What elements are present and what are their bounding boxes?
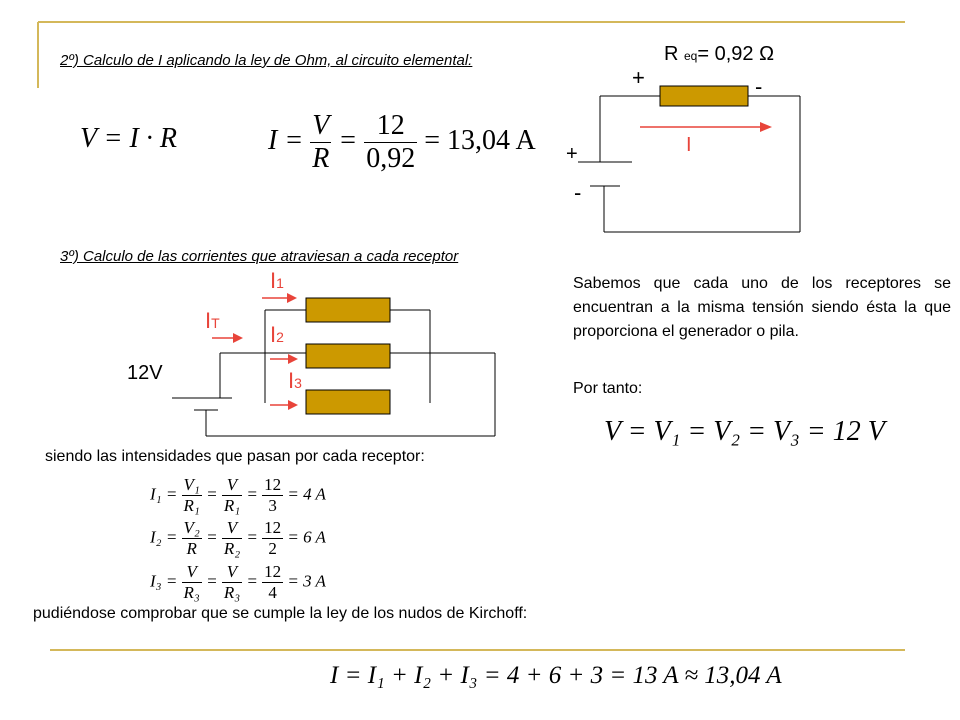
frac-num: 12 [264,475,282,494]
frac-den: 3 [268,496,277,515]
req-label-value: = 0,92 Ω [697,43,775,65]
resistor-2 [306,344,390,368]
eq-part: = 3 A [287,571,326,591]
label-main: I [205,308,212,333]
eq-part: I₁ = [150,484,178,504]
label-sub: T [211,315,220,331]
battery-plus-sign: + [566,143,578,165]
current-calculation [268,110,536,175]
equivalent-resistor [660,86,748,106]
eq-fraction [222,562,242,603]
req-label-sub: eq [684,49,698,63]
eq-fraction [182,562,202,603]
frac-num: V [312,110,330,141]
current-arrow-I2 [270,354,298,364]
parallel-circuit [172,310,495,436]
frac-num: V₂ [183,518,200,537]
section2-heading: 2º) Calculo de I aplicando la ley de Ohm, al circuito elemental: [60,52,473,69]
siendo-text: siendo las intensidades que pasan por cada receptor: [45,448,425,465]
req-label [664,43,774,66]
eq-part: I₂ = [150,527,178,547]
ohm-law-equation: V = I · R [80,123,177,154]
frac-num: V₁ [183,475,200,494]
frac-den: 4 [268,583,277,602]
eq-fraction [262,475,283,516]
frac-num: V [222,562,242,583]
eq-sign: = [338,124,358,156]
current-arrow-I3 [270,400,298,410]
eq-part: = [246,484,258,504]
frac-den: R₁ [223,496,241,515]
label-I2 [270,322,284,348]
frac-den: R₃ [223,583,241,602]
frac-den: R [312,143,330,174]
label-sub: 1 [276,275,284,291]
frac-num: 12 [264,562,282,581]
eq-part: = [206,571,218,591]
fraction-12-over-092 [364,110,417,175]
frac-den: R₁ [183,496,200,515]
frac-den: R [186,539,197,558]
label-I1 [270,268,284,294]
resistor-1 [306,298,390,322]
eq-part: I₃ = [150,571,178,591]
por-tanto-text: Por tanto: [573,380,643,397]
current-arrow-I1 [262,293,297,303]
eq-i-result: = 13,04 A [424,124,536,156]
kirchoff-text: pudiéndose comprobar que se cumple la ley de los nudos de Kirchoff: [33,605,528,622]
simple-circuit [578,96,800,232]
battery-minus-sign: - [574,180,582,205]
section3-heading: 3º) Calculo de las corrientes que atraviesan a cada receptor [60,248,459,265]
label-main: I [270,322,277,347]
eq-part: = 6 A [287,527,326,547]
frac-num: V [222,518,242,539]
eq-part: = [206,527,218,547]
eq-part: = [246,571,258,591]
eq-fraction [262,562,283,603]
current-label-I: I [686,134,692,156]
equation-I2 [150,518,326,559]
frac-num: 12 [364,110,417,143]
label-main: I [270,268,277,293]
frac-den: R₃ [183,583,200,602]
label-main: I [288,368,295,393]
voltage-label: 12V [127,362,163,384]
eq-fraction [222,518,242,559]
eq-part: = [206,484,218,504]
frac-num: 12 [264,518,282,537]
eq-fraction [262,518,283,559]
label-I3 [288,368,302,394]
fraction-v-over-r [310,110,331,175]
equation-I1 [150,475,326,516]
frac-den: 2 [268,539,277,558]
resistor-minus-sign: - [755,74,763,99]
frac-num: V [222,475,242,496]
eq-part: = 4 A [287,484,326,504]
eq-part: = [246,527,258,547]
frac-num: V [182,562,202,583]
eq-fraction [222,475,242,516]
voltages-equation: V = V₁ = V₂ = V₃ = 12 V [604,416,885,447]
eq-i-lhs: I = [268,124,304,156]
resistor-plus-sign: + [632,65,645,90]
label-sub: 2 [276,329,284,345]
current-arrow-I [640,122,772,132]
frac-den: R₂ [223,539,241,558]
resistor-3 [306,390,390,414]
label-IT [205,308,220,334]
frac-den: 0,92 [366,143,416,174]
req-label-r: R [664,43,684,65]
current-arrow-IT [212,333,243,343]
equation-I3 [150,562,326,603]
kirchoff-equation: I = I₁ + I₂ + I₃ = 4 + 6 + 3 = 13 A ≈ 13,04 A [330,662,782,689]
explanation-paragraph: Sabemos que cada uno de los receptores se encuentran a la misma tensión siendo ésta la que proporciona el generador o pila. [573,275,951,340]
eq-fraction [182,475,202,516]
eq-fraction [182,518,202,559]
label-sub: 3 [294,375,302,391]
